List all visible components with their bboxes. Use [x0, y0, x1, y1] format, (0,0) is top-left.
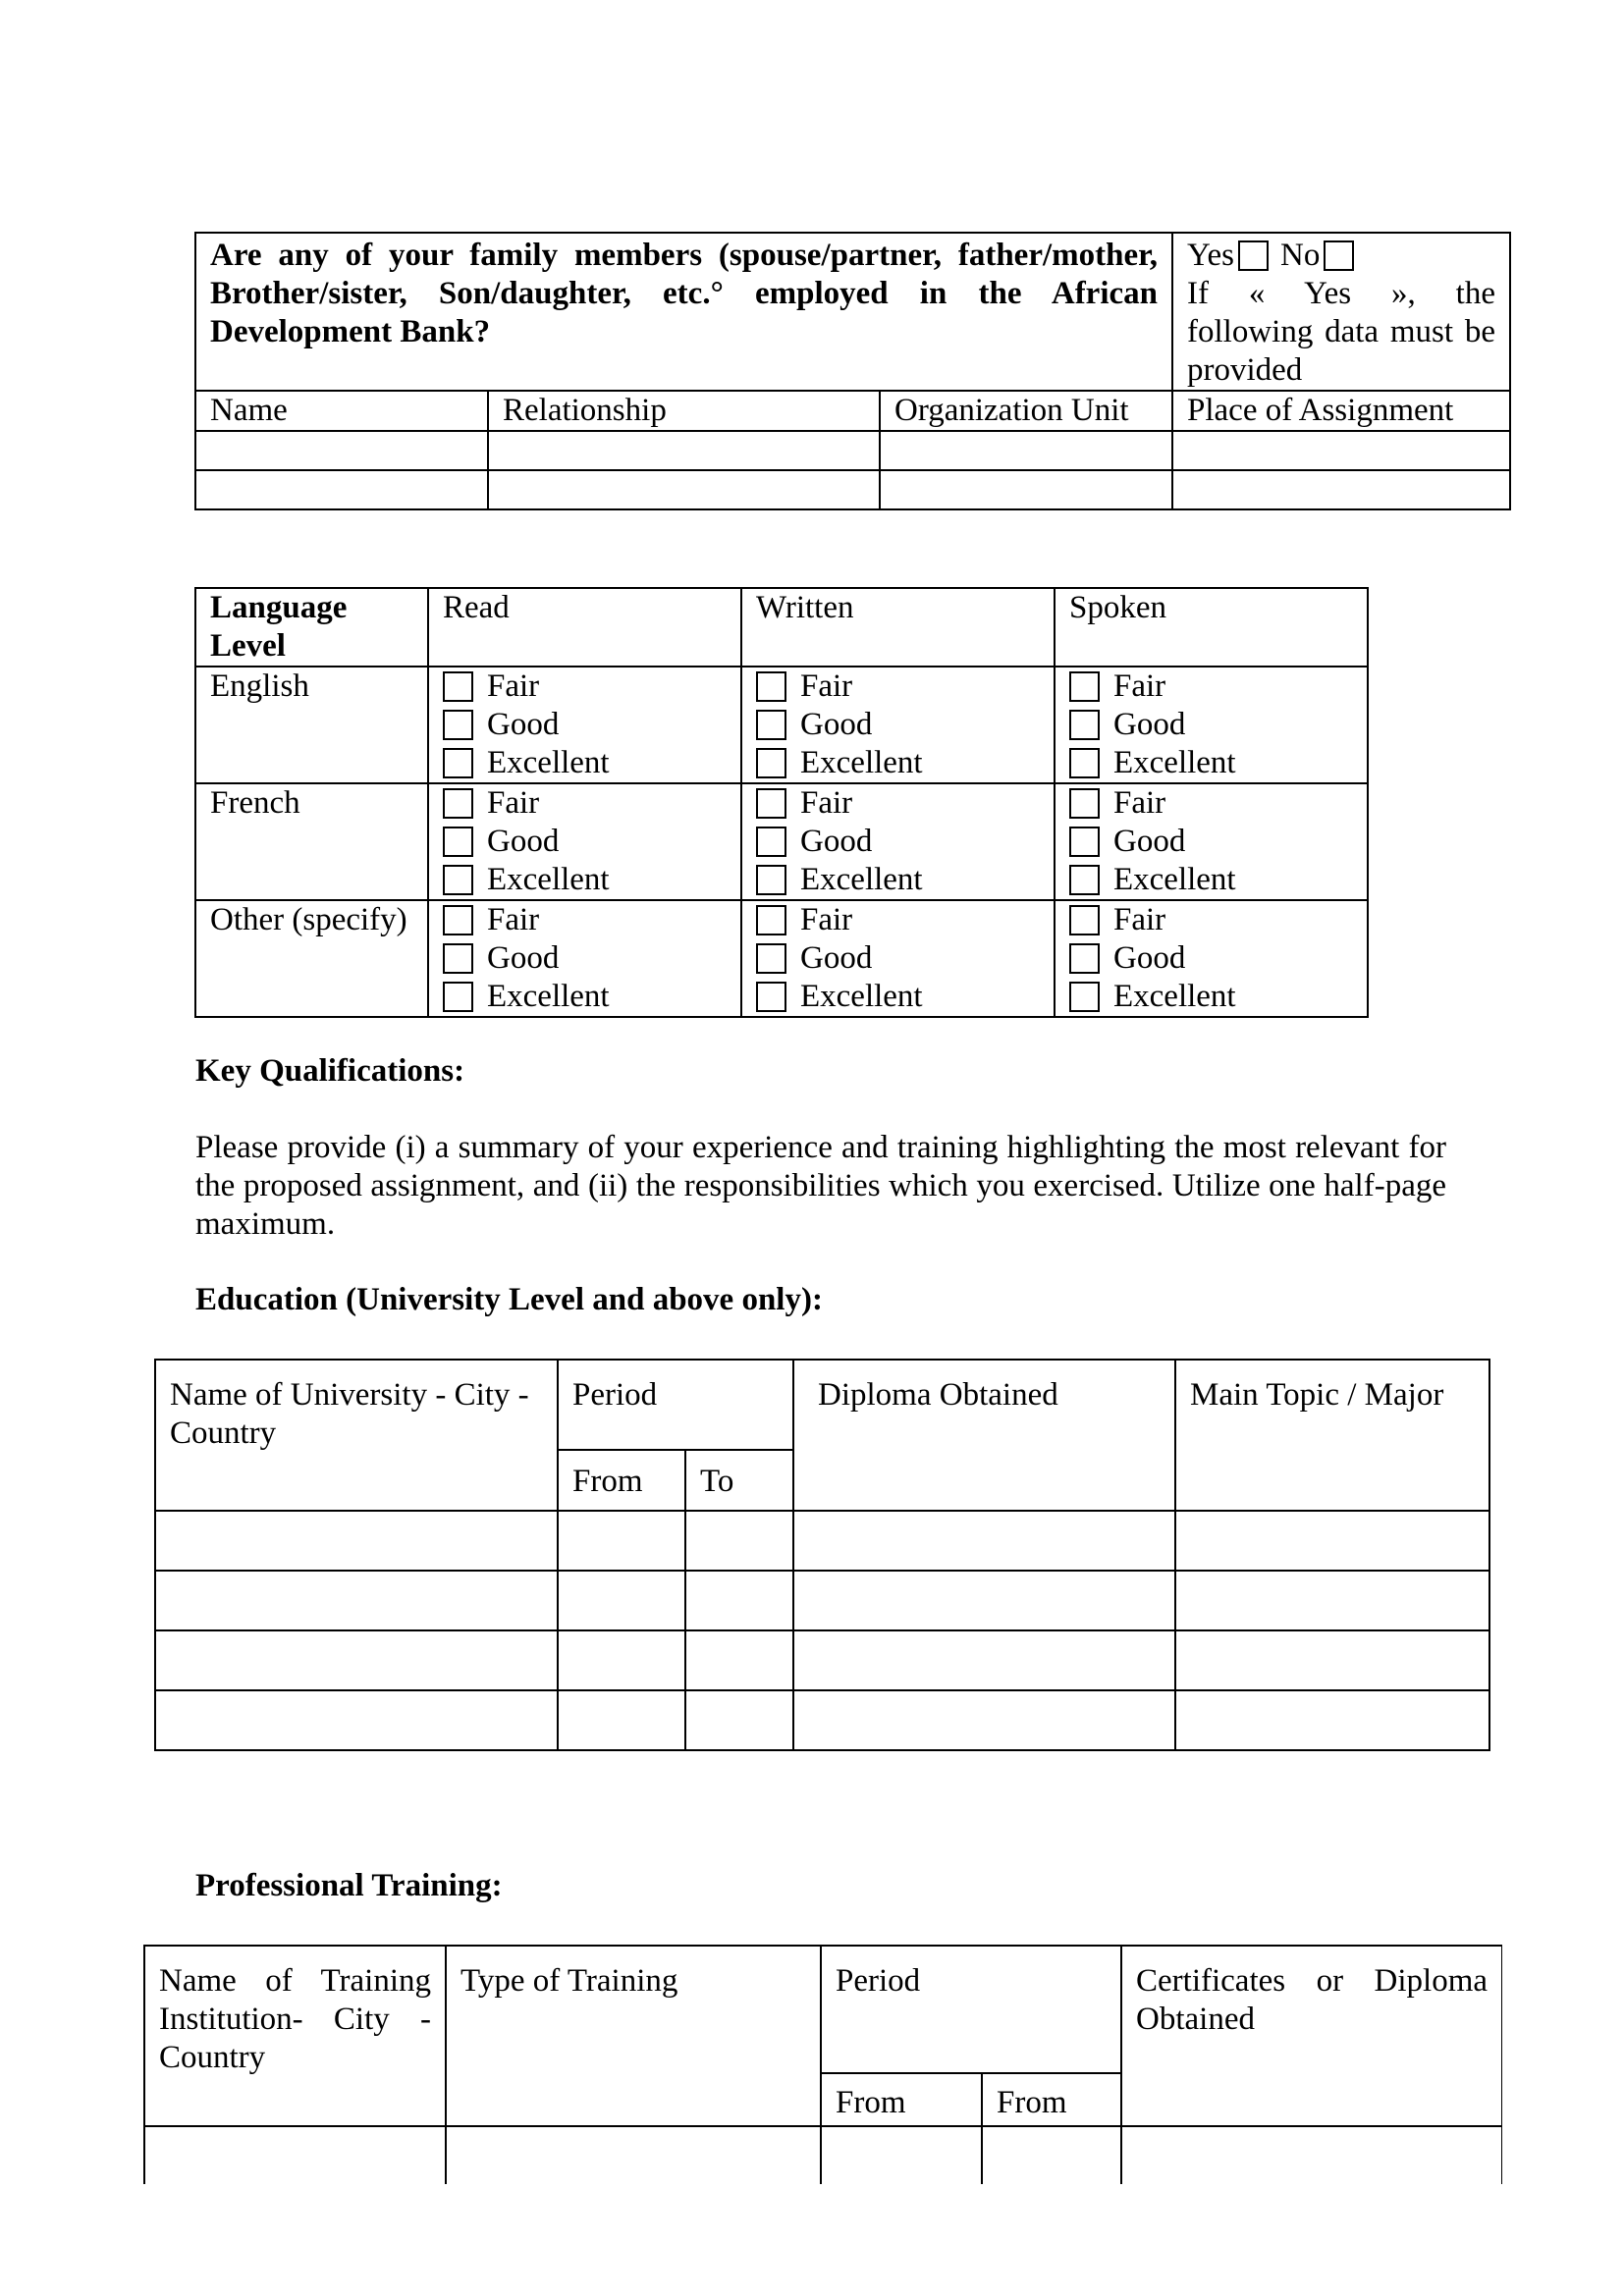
option-fair: Fair: [487, 902, 540, 937]
option-good: Good: [487, 940, 560, 976]
key-qualifications-heading: Key Qualifications:: [195, 1053, 465, 1089]
french-spoken-good-checkbox[interactable]: [1069, 827, 1100, 857]
other-spoken: [1055, 900, 1368, 1017]
french-read: [428, 783, 741, 900]
option-fair: Fair: [487, 668, 540, 704]
language-col-written: Written: [741, 588, 1055, 667]
option-excellent: Excellent: [800, 862, 923, 897]
training-cell[interactable]: [982, 2126, 1121, 2184]
option-fair: Fair: [800, 902, 853, 937]
other-written: [741, 900, 1055, 1017]
other-written-fair-checkbox[interactable]: [756, 905, 786, 935]
training-col-from: From: [821, 2073, 982, 2126]
education-col-to: To: [685, 1450, 793, 1511]
english-read: [428, 667, 741, 783]
other-spoken-good-checkbox[interactable]: [1069, 943, 1100, 974]
french-written-excellent-checkbox[interactable]: [756, 865, 786, 895]
english-spoken-excellent-checkbox[interactable]: [1069, 748, 1100, 778]
family-answer-cell: [1172, 233, 1510, 391]
option-good: Good: [800, 707, 873, 742]
french-spoken: [1055, 783, 1368, 900]
family-col-relationship: Relationship: [488, 391, 880, 431]
training-col-certificates: Certificates or Diploma Obtained: [1121, 1946, 1502, 2126]
option-fair: Fair: [487, 785, 540, 821]
language-row-other: Other (specify): [195, 900, 428, 1017]
education-heading: Education (University Level and above only):: [195, 1282, 823, 1317]
education-cell[interactable]: [558, 1630, 685, 1690]
french-read-excellent-checkbox[interactable]: [443, 865, 473, 895]
language-table: [194, 587, 1369, 1018]
french-written: [741, 783, 1055, 900]
french-written-good-checkbox[interactable]: [756, 827, 786, 857]
english-written-good-checkbox[interactable]: [756, 710, 786, 740]
family-cell[interactable]: [195, 470, 488, 509]
english-spoken: [1055, 667, 1368, 783]
language-level-header: Language Level: [195, 588, 428, 667]
option-good: Good: [800, 940, 873, 976]
english-spoken-good-checkbox[interactable]: [1069, 710, 1100, 740]
education-cell[interactable]: [793, 1630, 1175, 1690]
yes-checkbox[interactable]: [1238, 240, 1269, 271]
education-col-diploma: Diploma Obtained: [793, 1360, 1175, 1511]
education-col-from: From: [558, 1450, 685, 1511]
education-cell[interactable]: [685, 1511, 793, 1571]
education-cell[interactable]: [155, 1630, 558, 1690]
education-cell[interactable]: [1175, 1630, 1489, 1690]
family-col-place: Place of Assignment: [1172, 391, 1510, 431]
family-cell[interactable]: [1172, 431, 1510, 470]
family-cell[interactable]: [880, 431, 1172, 470]
english-read-fair-checkbox[interactable]: [443, 671, 473, 702]
option-good: Good: [487, 824, 560, 859]
training-cell[interactable]: [821, 2126, 982, 2184]
option-fair: Fair: [800, 668, 853, 704]
option-fair: Fair: [1113, 902, 1166, 937]
education-cell[interactable]: [685, 1690, 793, 1750]
no-label: No: [1280, 238, 1321, 273]
english-written: [741, 667, 1055, 783]
option-excellent: Excellent: [1113, 979, 1236, 1014]
family-cell[interactable]: [880, 470, 1172, 509]
other-read: [428, 900, 741, 1017]
family-question: [195, 233, 1172, 391]
language-col-read: Read: [428, 588, 741, 667]
education-cell[interactable]: [685, 1571, 793, 1630]
family-members-table: [194, 232, 1511, 510]
english-written-excellent-checkbox[interactable]: [756, 748, 786, 778]
other-spoken-fair-checkbox[interactable]: [1069, 905, 1100, 935]
other-read-good-checkbox[interactable]: [443, 943, 473, 974]
education-table: [154, 1359, 1490, 1751]
education-cell[interactable]: [558, 1571, 685, 1630]
education-cell[interactable]: [1175, 1690, 1489, 1750]
family-col-org-unit: Organization Unit: [880, 391, 1172, 431]
education-cell[interactable]: [793, 1511, 1175, 1571]
language-row-english: English: [195, 667, 428, 783]
option-fair: Fair: [1113, 785, 1166, 821]
education-cell[interactable]: [1175, 1511, 1489, 1571]
french-spoken-fair-checkbox[interactable]: [1069, 788, 1100, 819]
french-spoken-excellent-checkbox[interactable]: [1069, 865, 1100, 895]
other-read-fair-checkbox[interactable]: [443, 905, 473, 935]
education-cell[interactable]: [558, 1690, 685, 1750]
option-excellent: Excellent: [1113, 745, 1236, 780]
option-excellent: Excellent: [800, 979, 923, 1014]
family-col-name: Name: [195, 391, 488, 431]
training-cell[interactable]: [1121, 2126, 1502, 2184]
key-qualifications-body: Please provide (i) a summary of your experience and training highlighting the most relevant for the proposed assignment, and (ii) the responsibilities which you exercised. Utilize one half-page maximum.: [195, 1130, 1446, 1242]
option-good: Good: [487, 707, 560, 742]
family-cell[interactable]: [1172, 470, 1510, 509]
english-read-excellent-checkbox[interactable]: [443, 748, 473, 778]
language-row-french: French: [195, 783, 428, 900]
other-spoken-excellent-checkbox[interactable]: [1069, 982, 1100, 1012]
family-note: If « Yes », the following data must be provided: [1187, 276, 1495, 388]
family-cell[interactable]: [488, 470, 880, 509]
option-excellent: Excellent: [487, 745, 610, 780]
option-good: Good: [1113, 940, 1186, 976]
french-written-fair-checkbox[interactable]: [756, 788, 786, 819]
training-table-wrap: [142, 1945, 1502, 2184]
education-cell[interactable]: [558, 1511, 685, 1571]
option-excellent: Excellent: [1113, 862, 1236, 897]
language-col-spoken: Spoken: [1055, 588, 1368, 667]
french-read-fair-checkbox[interactable]: [443, 788, 473, 819]
education-cell[interactable]: [793, 1571, 1175, 1630]
option-excellent: Excellent: [487, 979, 610, 1014]
option-fair: Fair: [800, 785, 853, 821]
education-cell[interactable]: [155, 1511, 558, 1571]
family-question-text: Are any of your family members (spouse/partner, father/mother, Brother/sister, Son/daughter, etc.° employed in the African Development Bank?: [210, 238, 1158, 349]
english-spoken-fair-checkbox[interactable]: [1069, 671, 1100, 702]
training-cell[interactable]: [446, 2126, 821, 2184]
education-col-period: Period: [558, 1360, 793, 1450]
other-read-excellent-checkbox[interactable]: [443, 982, 473, 1012]
yes-label: Yes: [1187, 238, 1235, 273]
training-table: [143, 1945, 1502, 2184]
option-good: Good: [800, 824, 873, 859]
training-cell[interactable]: [144, 2126, 446, 2184]
training-col-period: Period: [821, 1946, 1121, 2073]
option-good: Good: [1113, 707, 1186, 742]
education-cell[interactable]: [793, 1690, 1175, 1750]
education-col-university: Name of University - City - Country: [155, 1360, 558, 1511]
other-written-good-checkbox[interactable]: [756, 943, 786, 974]
no-checkbox[interactable]: [1324, 240, 1354, 271]
education-col-major: Main Topic / Major: [1175, 1360, 1489, 1511]
english-written-fair-checkbox[interactable]: [756, 671, 786, 702]
option-fair: Fair: [1113, 668, 1166, 704]
family-cell[interactable]: [195, 431, 488, 470]
option-excellent: Excellent: [487, 862, 610, 897]
family-cell[interactable]: [488, 431, 880, 470]
education-cell[interactable]: [155, 1571, 558, 1630]
option-excellent: Excellent: [800, 745, 923, 780]
education-cell[interactable]: [1175, 1571, 1489, 1630]
training-col-type: Type of Training: [446, 1946, 821, 2126]
training-col-institution: Name of Training Institution- City - Country: [144, 1946, 446, 2126]
french-read-good-checkbox[interactable]: [443, 827, 473, 857]
training-heading: Professional Training:: [195, 1868, 503, 1903]
education-cell[interactable]: [155, 1690, 558, 1750]
english-read-good-checkbox[interactable]: [443, 710, 473, 740]
option-good: Good: [1113, 824, 1186, 859]
training-col-from-2: From: [982, 2073, 1121, 2126]
education-cell[interactable]: [685, 1630, 793, 1690]
other-written-excellent-checkbox[interactable]: [756, 982, 786, 1012]
